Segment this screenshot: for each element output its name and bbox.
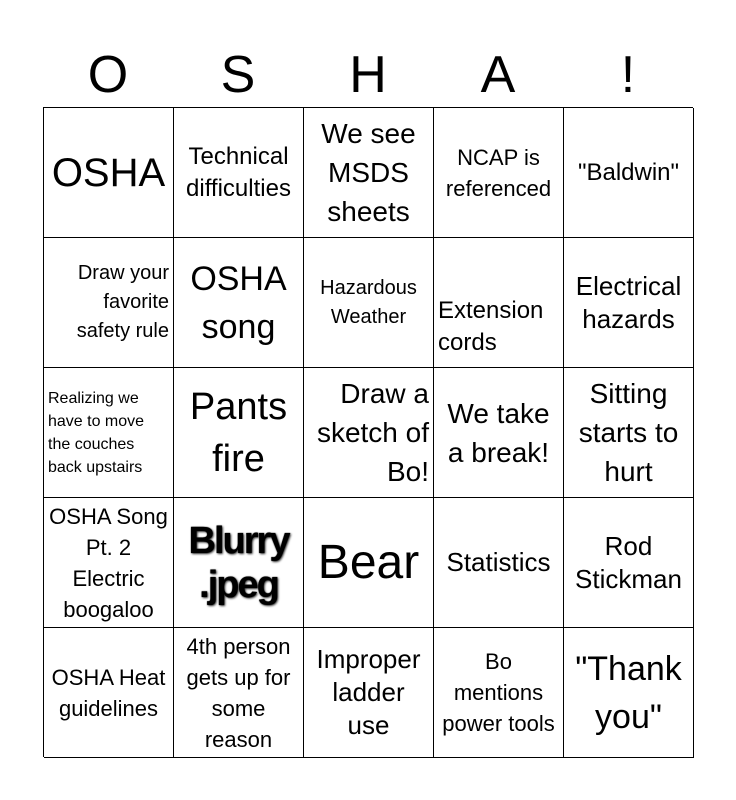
title-letter-h: H (349, 46, 387, 104)
bingo-cell[interactable] (564, 238, 694, 368)
title-letter-exclaim: ! (620, 46, 636, 104)
title-letter-a: A (480, 46, 516, 104)
title-letter-o: O (87, 46, 129, 104)
bingo-cell-text: OSHA Song Pt. 2 Electric boogaloo (49, 503, 168, 622)
bingo-cell-text: Bo mentions power tools (442, 649, 555, 736)
bingo-cell-text: Electrical hazards (575, 270, 682, 334)
bingo-cell-text: Sitting starts to hurt (578, 378, 679, 487)
bingo-cell-text: "Thank you" (575, 649, 682, 736)
bingo-cell[interactable] (304, 368, 434, 498)
bingo-cell[interactable] (174, 628, 304, 758)
bingo-cell[interactable] (174, 108, 304, 238)
bingo-cell[interactable] (434, 238, 564, 368)
bingo-cell-text: Pants fire (189, 385, 288, 480)
bingo-cell-text: NCAP is referenced (445, 144, 552, 201)
bingo-cell[interactable] (304, 108, 434, 238)
bingo-cell-text: Draw your favorite safety rule (76, 262, 169, 342)
bingo-cell-text: Extension cords (438, 297, 544, 356)
bingo-cell-text: 4th person gets up for some reason (186, 633, 291, 752)
bingo-cell[interactable] (174, 238, 304, 368)
bingo-cell[interactable] (434, 368, 564, 498)
bingo-cell[interactable] (434, 628, 564, 758)
bingo-cell-text: We see MSDS sheets (321, 118, 416, 227)
bingo-cell[interactable] (174, 368, 304, 498)
bingo-cell-text: Statistics (446, 547, 551, 577)
bingo-cell[interactable] (434, 498, 564, 628)
bingo-cell-text: Draw a sketch of Bo! (316, 378, 429, 487)
title-letter-s: S (220, 46, 256, 104)
bingo-cell[interactable] (174, 498, 304, 628)
bingo-cell-text: Hazardous Weather (320, 276, 417, 328)
bingo-cell-text: OSHA song (190, 259, 287, 346)
bingo-cell-text: OSHA (51, 150, 166, 195)
bingo-cell[interactable] (564, 628, 694, 758)
bingo-cell[interactable] (44, 238, 174, 368)
bingo-cell-text: Bear (317, 535, 420, 589)
bingo-cell[interactable] (44, 628, 174, 758)
bingo-cell-text: OSHA Heat guidelines (51, 664, 166, 721)
bingo-cell-text: Blurry .jpeg (188, 519, 289, 606)
bingo-cell[interactable] (44, 498, 174, 628)
bingo-cell-text: Improper ladder use (316, 644, 421, 740)
bingo-cell-text: We take a break! (447, 397, 550, 468)
bingo-cell[interactable] (564, 108, 694, 238)
bingo-cell[interactable] (44, 108, 174, 238)
bingo-cell[interactable] (564, 498, 694, 628)
bingo-cell-text: Rod Stickman (575, 530, 682, 594)
bingo-cell[interactable] (434, 108, 564, 238)
bingo-cell[interactable] (44, 368, 174, 498)
bingo-cell-text: Realizing we have to move the couches back upstairs (48, 389, 145, 476)
bingo-cell-text: Technical difficulties (186, 142, 291, 202)
bingo-cell[interactable] (304, 628, 434, 758)
bingo-cell[interactable] (304, 238, 434, 368)
bingo-cell[interactable] (564, 368, 694, 498)
bingo-cell[interactable] (304, 498, 434, 628)
bingo-cell-text: "Baldwin" (577, 158, 680, 186)
bingo-board (43, 107, 693, 757)
bingo-title (43, 44, 693, 106)
